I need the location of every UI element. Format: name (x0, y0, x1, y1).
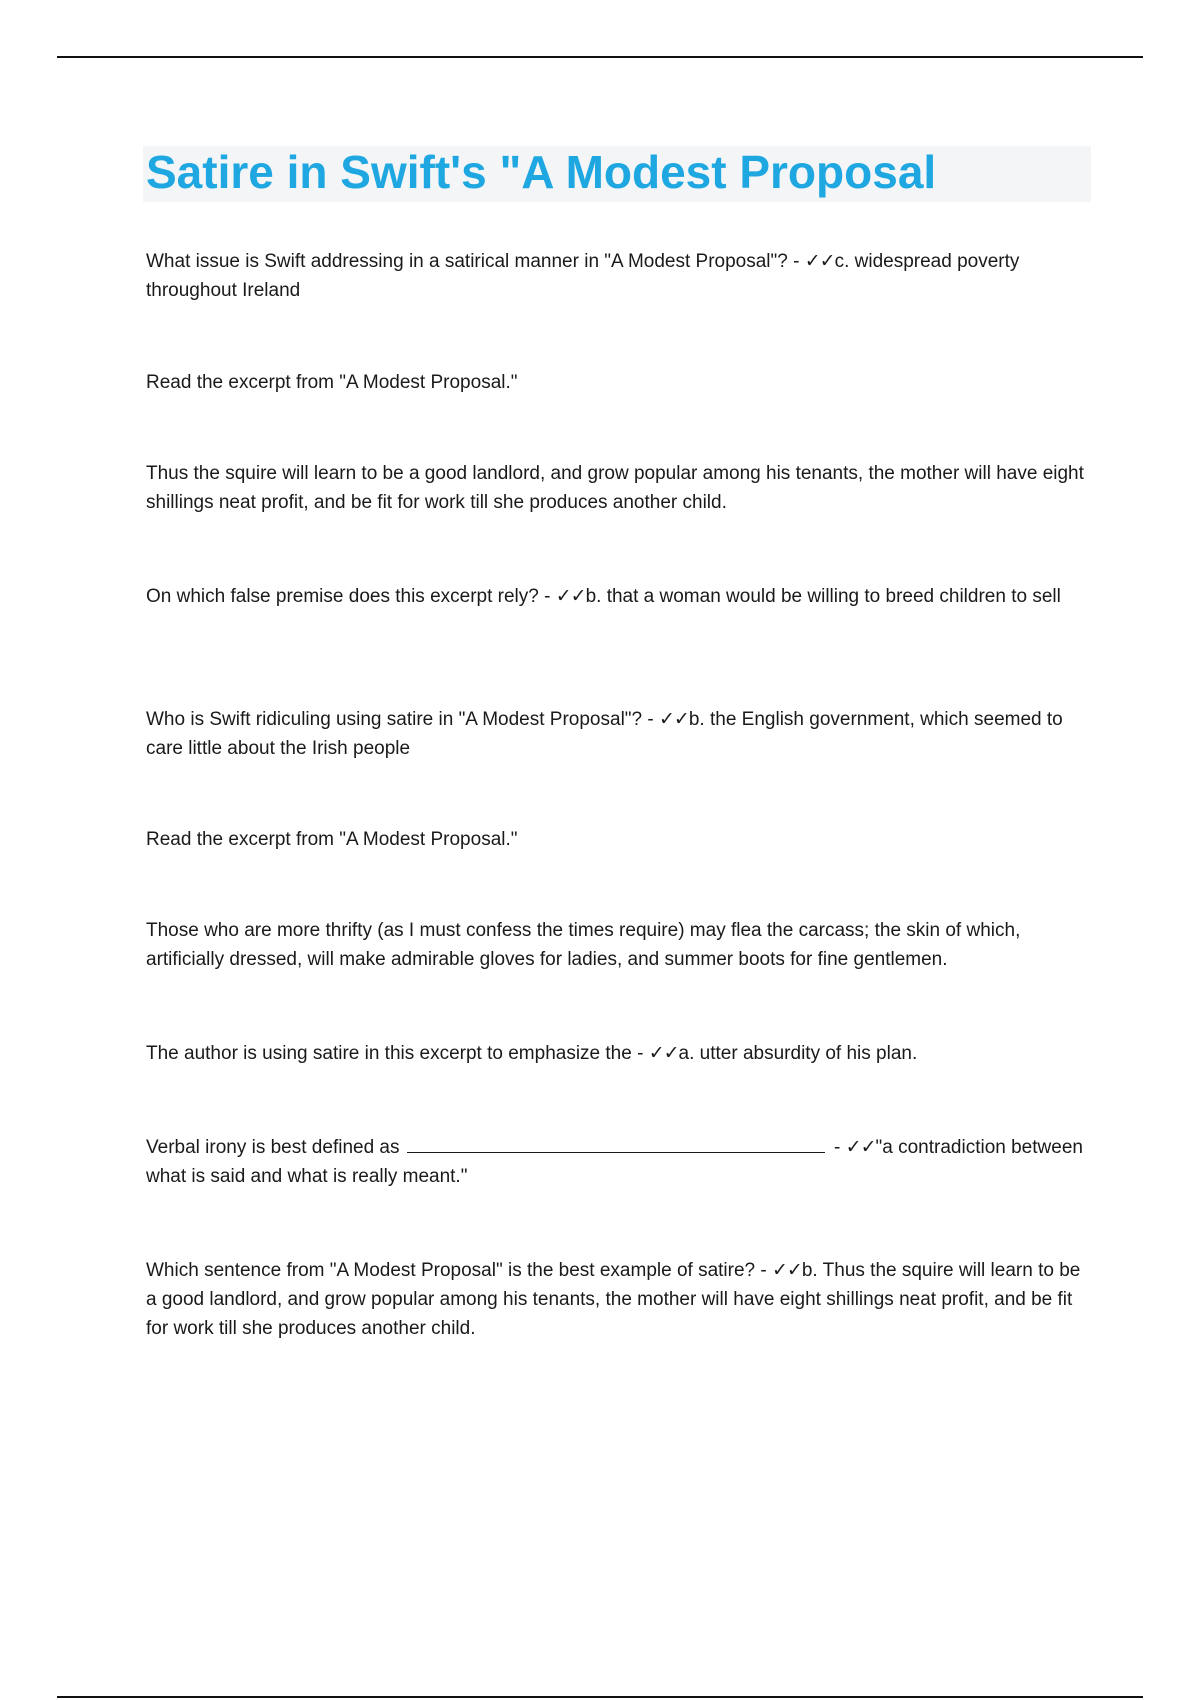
bottom-rule (57, 1696, 1143, 1698)
question-text: Which sentence from "A Modest Proposal" is the best example of satire? (146, 1260, 756, 1281)
question-text: What issue is Swift addressing in a satirical manner in "A Modest Proposal"? (146, 251, 788, 272)
answer-text: b. Thus the squire will learn to be a good landlord, and grow popular among his tenants, the mother will have eight shillings neat profit, and be fit for work till she produces another child. (146, 1260, 1081, 1339)
separator: - (538, 586, 556, 607)
qa-item-6 (146, 1256, 1086, 1343)
excerpt-intro-2: Read the excerpt from "A Modest Proposal." (146, 829, 518, 850)
question-text: On which false premise does this excerpt rely? (146, 586, 539, 607)
question-text: Who is Swift ridiculing using satire in "A Modest Proposal"? (146, 709, 643, 730)
excerpt-quote-2: Those who are more thrifty (as I must confess the times require) may flea the carcass; the skin of which, artificially dressed, will make admirable gloves for ladies, and summer boots for fine gentlemen. (146, 920, 1021, 970)
answer-text: b. the English government, which seemed to care little about the Irish people (146, 709, 1063, 759)
check-marks-icon: ✓✓ (804, 250, 835, 272)
question-text: Verbal irony is best defined as (146, 1137, 400, 1158)
answer-text: a. utter absurdity of his plan. (678, 1043, 918, 1064)
document-title: Satire in Swift's "A Modest Proposal (146, 146, 937, 198)
qa-item-1 (146, 247, 1086, 305)
separator: - (755, 1260, 773, 1281)
excerpt-quote-1: Thus the squire will learn to be a good landlord, and grow popular among his tenants, the mother will have eight shillings neat profit, and be fit for work till she produces another child. (146, 463, 1084, 513)
qa-item-3 (146, 705, 1086, 763)
qa-item-5 (146, 1133, 1086, 1191)
separator: - (642, 709, 659, 730)
top-rule (57, 56, 1143, 58)
excerpt-intro-1: Read the excerpt from "A Modest Proposal." (146, 372, 518, 393)
answer-text: b. that a woman would be willing to breed children to sell (585, 586, 1061, 607)
separator: - (828, 1137, 846, 1158)
separator: - (631, 1043, 649, 1064)
question-text: The author is using satire in this excerpt to emphasize the (146, 1043, 632, 1064)
check-marks-icon: ✓✓ (845, 1136, 876, 1158)
check-marks-icon: ✓✓ (555, 585, 586, 607)
qa-item-4 (146, 1039, 1086, 1068)
check-marks-icon: ✓✓ (659, 708, 689, 730)
separator: - (787, 251, 805, 272)
check-marks-icon: ✓✓ (772, 1259, 802, 1281)
answer-text: "a contradiction between what is said and what is really meant." (146, 1137, 1083, 1187)
answer-text: c. widespread poverty throughout Ireland (146, 251, 1020, 301)
qa-item-2 (146, 582, 1086, 611)
fill-in-blank-line (407, 1134, 825, 1153)
check-marks-icon: ✓✓ (648, 1042, 679, 1064)
